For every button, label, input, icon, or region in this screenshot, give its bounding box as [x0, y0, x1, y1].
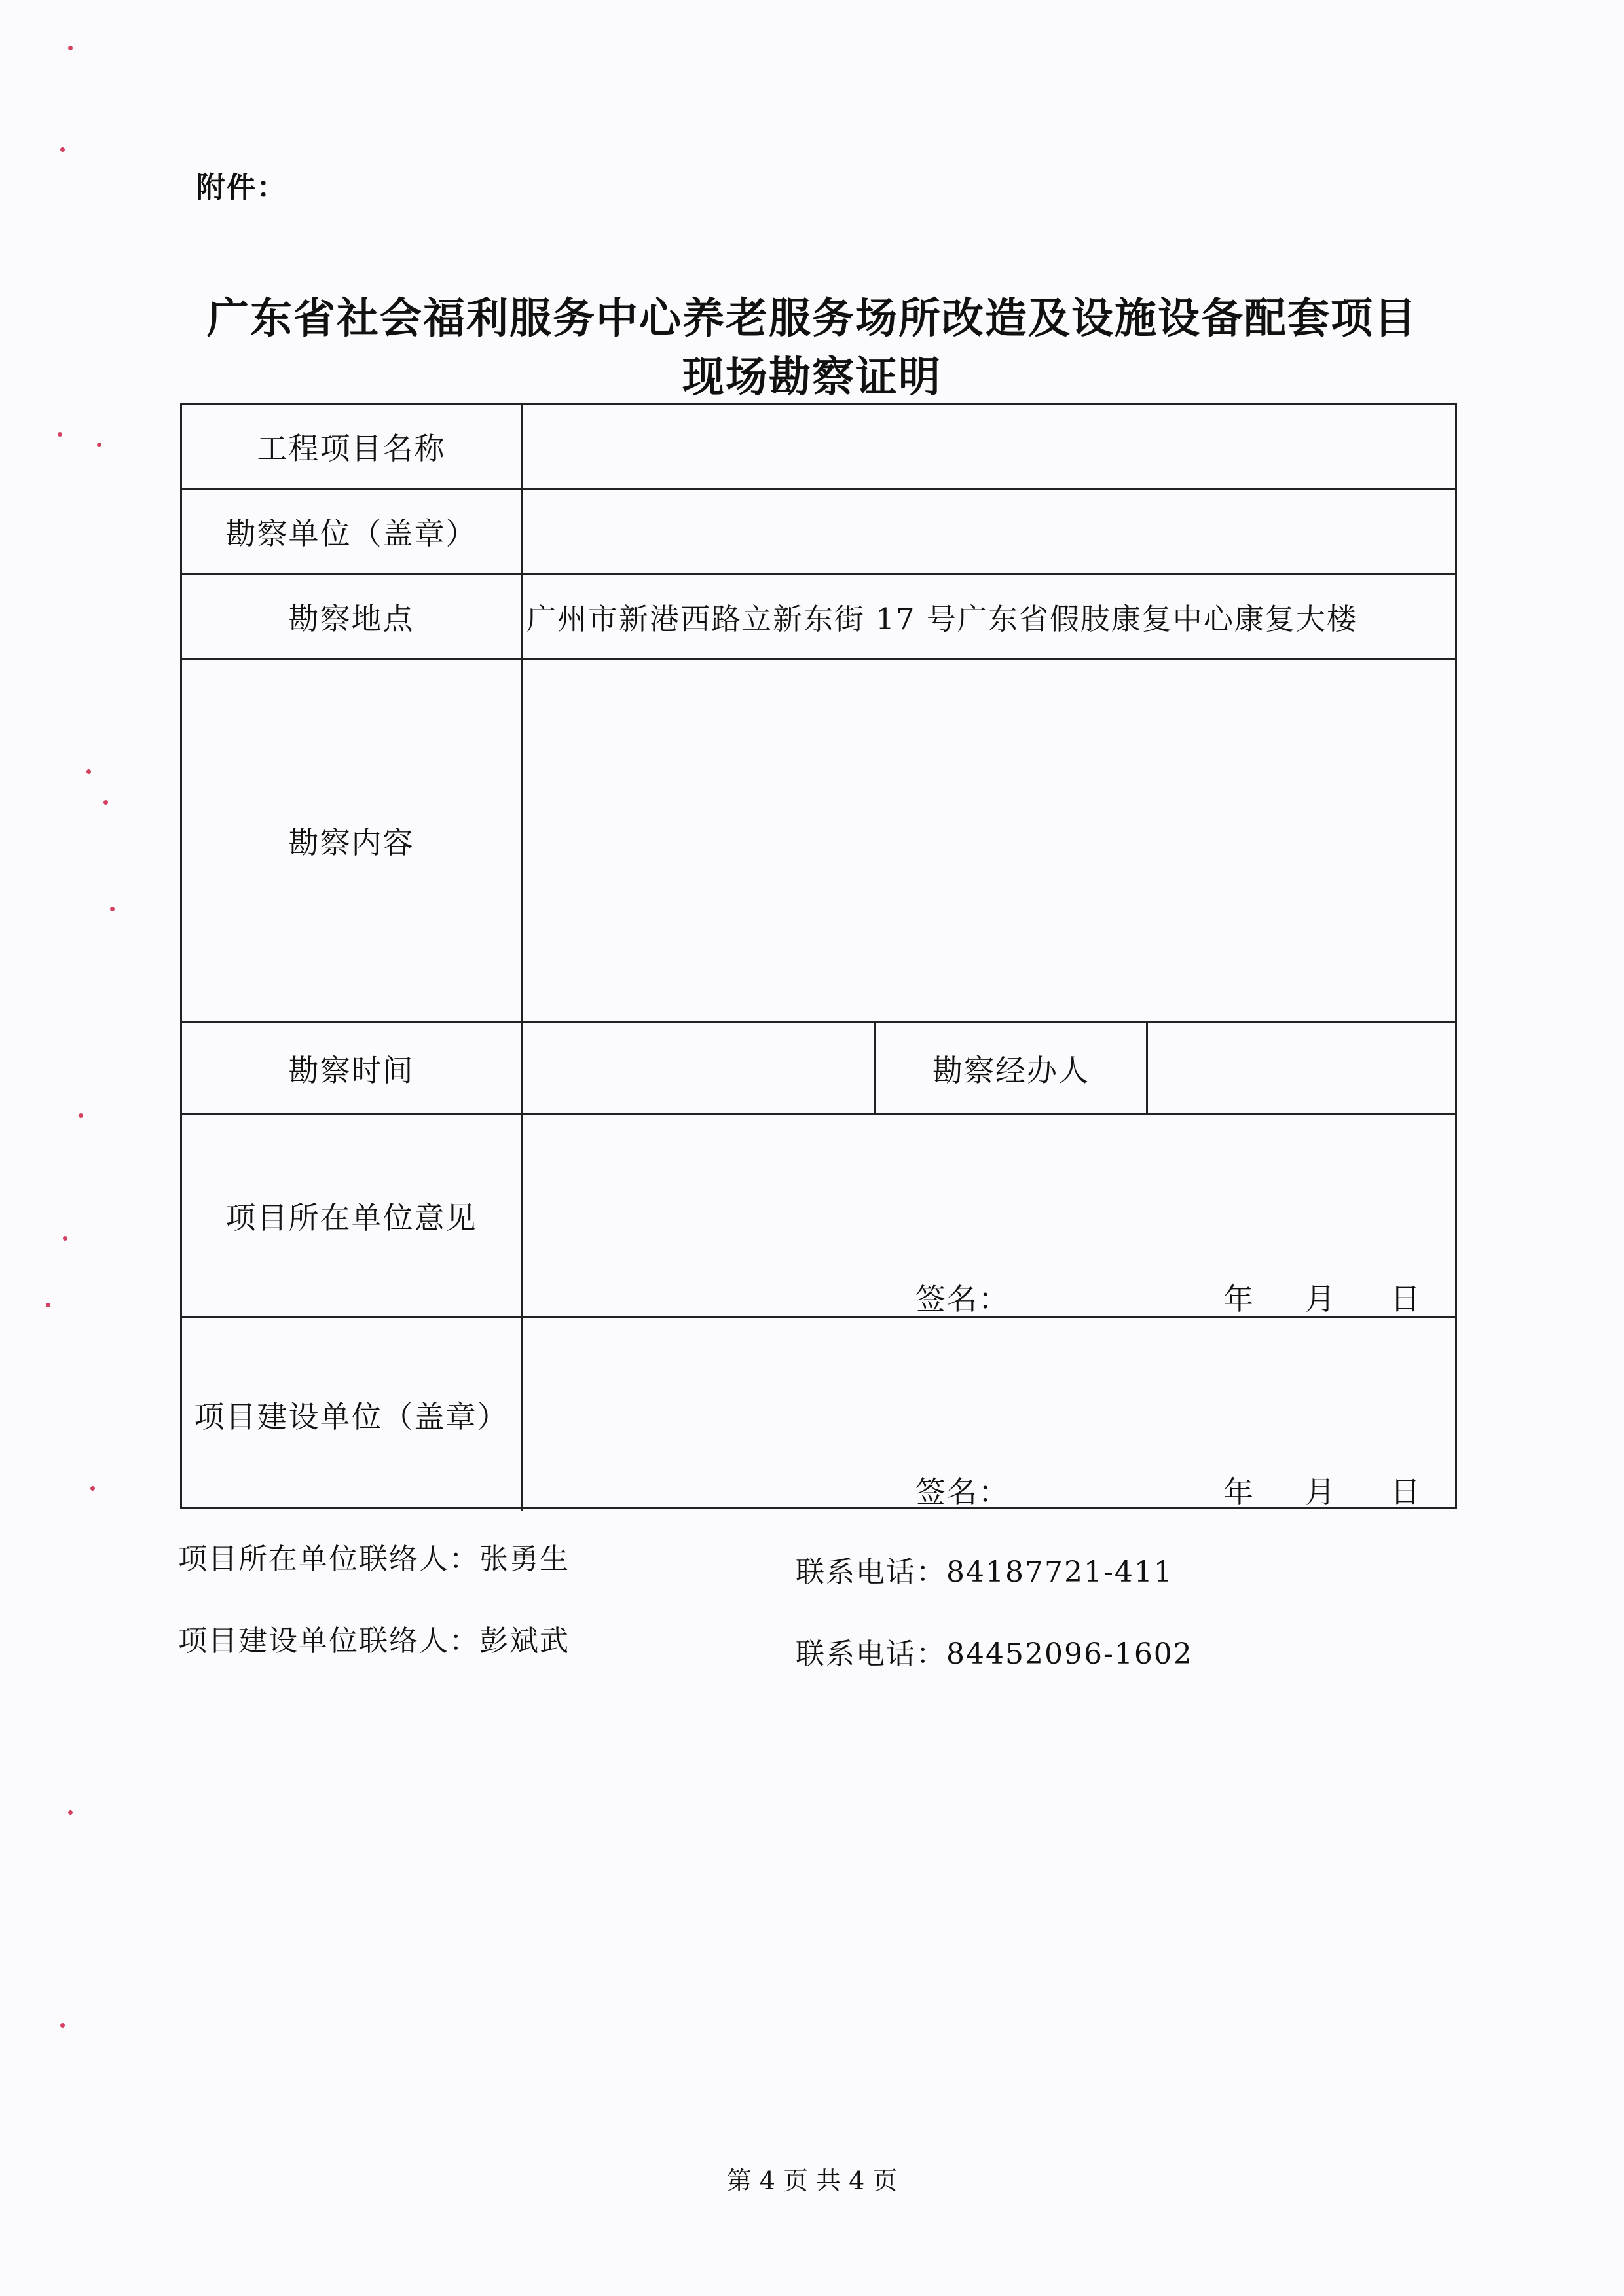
construction-contact-person: 项目建设单位联络人：彭斌武 [178, 1624, 570, 1658]
row-survey-time [182, 1023, 1455, 1115]
construction-year-label: 年 [1223, 1474, 1255, 1510]
unit-opinion-label: 项目所在单位意见 [182, 1115, 523, 1316]
survey-time-field[interactable] [523, 1023, 876, 1113]
survey-content-field[interactable] [523, 660, 1455, 1021]
print-speck [110, 907, 115, 911]
print-speck [68, 46, 73, 50]
project-name-label: 工程项目名称 [182, 405, 523, 488]
unit-opinion-sign-label: 签名： [915, 1281, 1010, 1317]
survey-certificate-form [180, 403, 1457, 1509]
project-name-field[interactable] [523, 405, 1455, 488]
unit-opinion-day-label: 日 [1390, 1281, 1422, 1317]
construction-sign-label: 签名： [915, 1474, 1010, 1510]
construction-month-label: 月 [1305, 1474, 1337, 1510]
survey-location-label: 勘察地点 [182, 575, 523, 658]
survey-location-value: 广州市新港西路立新东街 17 号广东省假肢康复中心康复大楼 [526, 602, 1357, 636]
row-unit-opinion [182, 1115, 1455, 1318]
survey-unit-label: 勘察单位（盖章） [182, 490, 523, 573]
row-construction-unit [182, 1318, 1455, 1511]
print-speck [68, 1810, 73, 1815]
row-survey-location [182, 575, 1455, 660]
construction-unit-label: 项目建设单位（盖章） [182, 1318, 523, 1511]
print-speck [90, 1486, 95, 1491]
unit-opinion-year-label: 年 [1223, 1281, 1255, 1317]
survey-unit-field[interactable] [523, 490, 1455, 573]
row-survey-unit [182, 490, 1455, 575]
print-speck [60, 2023, 65, 2028]
survey-handler-field[interactable] [1148, 1023, 1455, 1113]
print-speck [60, 147, 65, 152]
construction-day-label: 日 [1390, 1474, 1422, 1510]
print-speck [58, 432, 62, 437]
unit-contact-phone: 联系电话：84187721-411 [796, 1556, 1173, 1589]
survey-handler-label: 勘察经办人 [876, 1023, 1148, 1113]
print-speck [63, 1236, 67, 1241]
survey-time-label: 勘察时间 [182, 1023, 523, 1113]
row-project-name [182, 405, 1455, 490]
document-title-line-2: 现场勘察证明 [682, 354, 942, 402]
unit-contact-person: 项目所在单位联络人：张勇生 [178, 1542, 570, 1576]
print-speck [46, 1303, 50, 1307]
page-number: 第 4 页 共 4 页 [726, 2166, 898, 2195]
row-survey-content [182, 660, 1455, 1023]
attachment-label: 附件： [196, 171, 287, 204]
unit-opinion-month-label: 月 [1305, 1281, 1337, 1317]
print-speck [103, 800, 108, 805]
survey-content-label: 勘察内容 [182, 660, 523, 1021]
print-speck [97, 443, 101, 447]
print-speck [86, 769, 91, 774]
construction-contact-phone: 联系电话：84452096-1602 [796, 1637, 1193, 1671]
document-title-line-1: 广东省社会福利服务中心养老服务场所改造及设施设备配套项目 [207, 295, 1417, 343]
print-speck [79, 1113, 83, 1118]
